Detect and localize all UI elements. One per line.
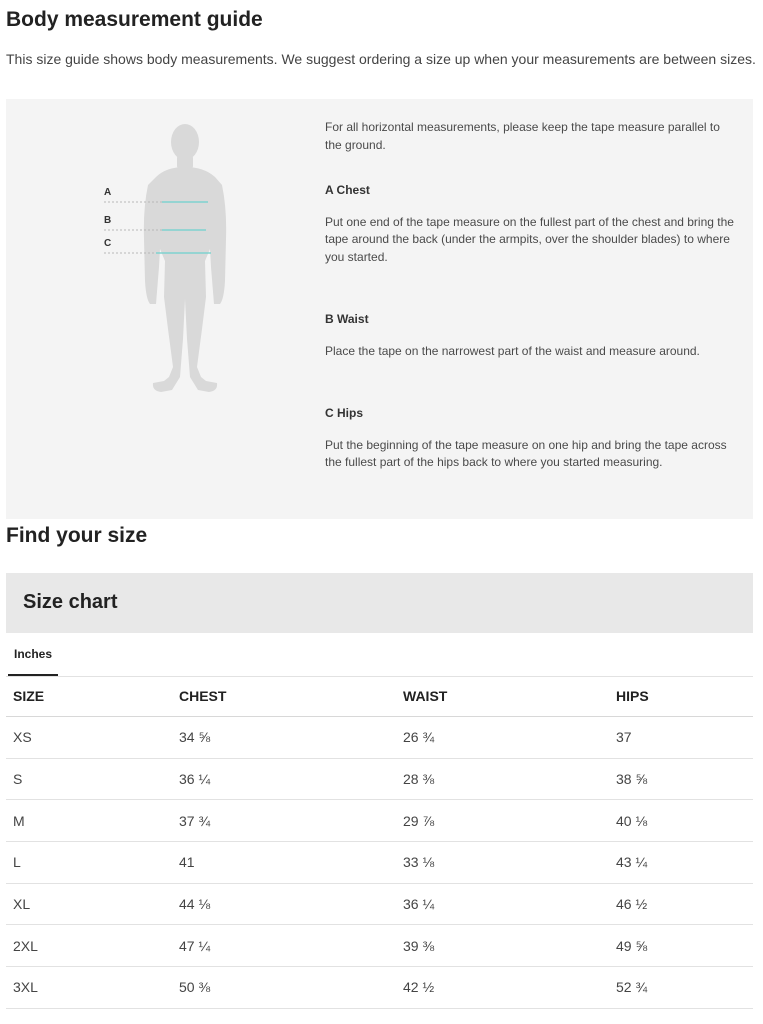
size-cell: 3XL	[6, 967, 172, 1009]
chest-cell: 34 ⅝	[172, 717, 396, 759]
hips-text: Put the beginning of the tape measure on one hip and bring the tape across the fullest part of the hips back to where you started measuring.	[325, 437, 727, 469]
hips-cell: 37	[609, 717, 753, 759]
waist-cell: 29 ⅞	[396, 800, 609, 842]
hips-cell: 52 ¾	[609, 967, 753, 1009]
size-chart-header	[6, 573, 753, 633]
label-c: C	[104, 238, 112, 249]
table-row	[6, 883, 753, 925]
unit-tabs	[6, 634, 753, 677]
waist-cell: 33 ⅛	[396, 842, 609, 884]
chest-cell: 36 ¼	[172, 758, 396, 800]
size-chart-title: Size chart	[23, 591, 118, 613]
chest-cell: 50 ⅜	[172, 967, 396, 1009]
label-b: B	[104, 215, 112, 226]
body-silhouette-icon	[6, 99, 306, 519]
waist-heading: B Waist	[325, 312, 369, 326]
size-cell: 2XL	[6, 925, 172, 967]
column-header-size: SIZE	[6, 676, 172, 717]
waist-cell: 26 ¾	[396, 717, 609, 759]
hips-cell: 43 ¼	[609, 842, 753, 884]
size-cell: S	[6, 758, 172, 800]
horizontal-note: For all horizontal measurements, please keep the tape measure parallel to the ground.	[325, 120, 720, 152]
table-row	[6, 967, 753, 1009]
waist-text: Place the tape on the narrowest part of the waist and measure around.	[325, 343, 700, 358]
chest-cell: 41	[172, 842, 396, 884]
size-cell: M	[6, 800, 172, 842]
column-header-chest: CHEST	[172, 676, 396, 717]
chest-cell: 37 ¾	[172, 800, 396, 842]
measurement-guide-panel	[6, 99, 753, 519]
chest-heading: A Chest	[325, 183, 370, 197]
body-figure	[6, 99, 306, 519]
chest-text: Put one end of the tape measure on the fullest part of the chest and bring the tape around the back (under the armpits, over the shoulder blades) to where you started.	[325, 214, 734, 264]
hips-cell: 49 ⅝	[609, 925, 753, 967]
size-table	[6, 676, 753, 1009]
table-row	[6, 842, 753, 884]
waist-cell: 42 ½	[396, 967, 609, 1009]
label-a: A	[104, 187, 112, 198]
tab-inches[interactable]: Inches	[8, 634, 58, 676]
size-cell: L	[6, 842, 172, 884]
hips-heading: C Hips	[325, 406, 364, 420]
hips-cell: 46 ½	[609, 883, 753, 925]
table-row	[6, 717, 753, 759]
table-row	[6, 800, 753, 842]
page-title: Body measurement guide	[6, 8, 263, 31]
table-header-row	[6, 676, 753, 717]
size-cell: XL	[6, 883, 172, 925]
hips-cell: 38 ⅝	[609, 758, 753, 800]
column-header-hips: HIPS	[609, 676, 753, 717]
chest-cell: 44 ⅛	[172, 883, 396, 925]
hips-cell: 40 ⅛	[609, 800, 753, 842]
table-row	[6, 758, 753, 800]
waist-cell: 36 ¼	[396, 883, 609, 925]
size-cell: XS	[6, 717, 172, 759]
waist-cell: 39 ⅜	[396, 925, 609, 967]
find-size-title: Find your size	[6, 524, 148, 547]
chest-cell: 47 ¼	[172, 925, 396, 967]
intro-text: This size guide shows body measurements. We suggest ordering a size up when your measurements are between sizes.	[6, 51, 756, 67]
column-header-waist: WAIST	[396, 676, 609, 717]
table-row	[6, 925, 753, 967]
measurement-instructions	[325, 119, 735, 472]
waist-cell: 28 ⅜	[396, 758, 609, 800]
